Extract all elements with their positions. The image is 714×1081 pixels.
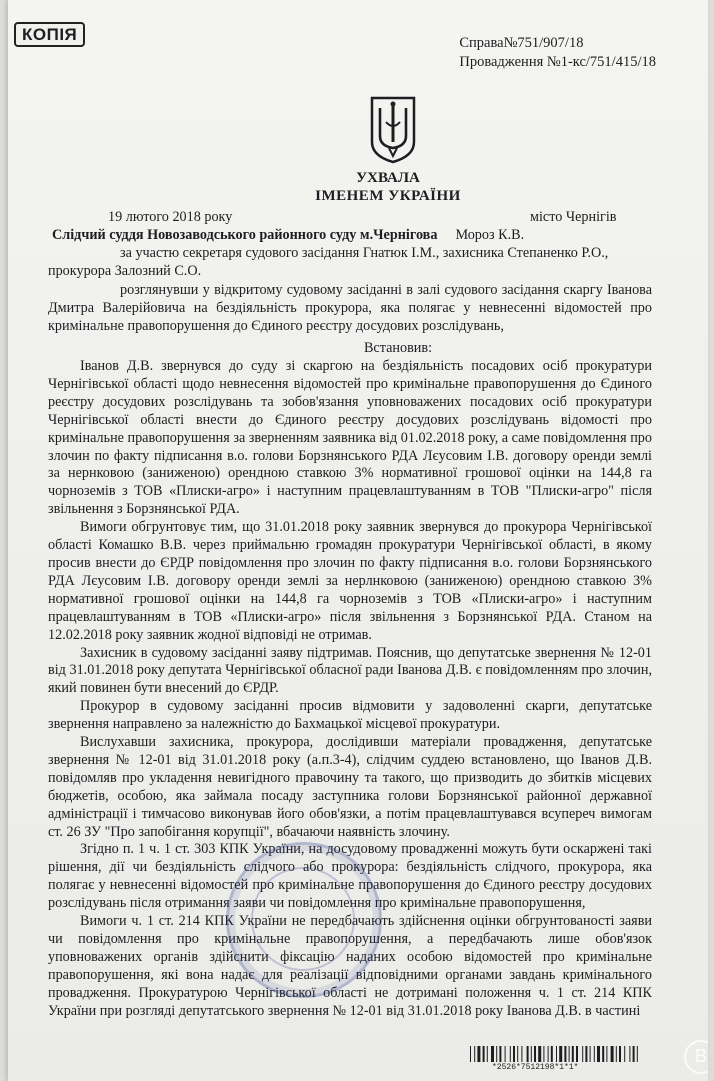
barcode-number: *2526*7512198*1*1*: [492, 1063, 579, 1072]
copy-stamp: КОПІЯ: [14, 22, 85, 47]
paragraph: Іванов Д.В. звернувся до суду зі скаргою на бездіяльність посадових осіб прокуратури Чернігівської області щодо невнесення відомостей про кримінальне правопорушення до Єдиного реєстру досудових розслідувань та зобов'язання уповноважених посадових осіб прокуратури Чернігівської області внести до Єдиного реєстру досудових розслідувань відомості про кримінальне правопорушення за зверненням заявника від 01.02.2018 року, а саме повідомлення про злочин по факту підписання в.о. голови Борзнянського РДА Лєусовим І.В. договору оренди землі за нернковою (заниженою) орендною ставкою 3% нормативної грошової оцінки на 144,8 га чорноземів з ТОВ «Плиски-агро» і наступним працевлаштуванням в ТОВ "Плиски-агро" після звільнення з Борзнянської РДА.: [48, 358, 652, 518]
paragraph: Вимоги ч. 1 ст. 214 КПК України не передбачають здійснення оцінки обгрунтованості заяви чи повідомлення про кримінальне правопорушення, а передбачають лише обов'язок уповноважених органів здійснити фіксацію наданих особою відомостей про кримінальне правопорушення, які вона надає для реалізації відповідними органами завдань кримінального провадження. Прокуратурою Чернігівської області не дотримані положення ч. 1 ст. 214 КПК України при розгляді депутатського звернення № 12-01 від 31.01.2018 року Іванова Д.В. в частині: [48, 913, 652, 1019]
ruling-body: [48, 358, 652, 1021]
in-name-of-ukraine-heading: ІМЕНЕМ УКРАЇНИ: [315, 188, 461, 204]
judge-title: Слідчий суддя Новозаводського районного суду м.Чернігова: [52, 227, 438, 243]
paragraph: Захисник в судовому засіданні заяву підтримав. Пояснив, що депутатське звернення № 12-01 від 31.01.2018 року депутата Чернігівської обласної ради Іванова Д.В. є повідомленням про злочин, який повинен бути внесений до ЄРДР.: [48, 644, 652, 697]
ruling-date: 19 лютого 2018 року: [108, 209, 233, 225]
ruling-city: місто Чернігів: [530, 209, 617, 225]
case-numbers: [459, 34, 656, 72]
established-heading: Встановив:: [363, 340, 433, 356]
watermark-logo-icon: В: [684, 1040, 708, 1074]
intro-paragraph: розглянувши у відкритому судовому засіданні в залі судового засідання скаргу Іванова Дмитра Валерійовича на бездіяльність прокурора, яка полягає у невнесенні відомостей про кримінальне правопорушення до Єдиного реєстру досудових розслідувань,: [48, 282, 652, 334]
paragraph: Згідно п. 1 ч. 1 ст. 303 КПК України, на досудовому провадженні можуть бути оскаржені такі рішення, дії чи бездіяльність слідчого або прокурора: бездіяльність слідчого, прокурора, яка полягає у невнесенні відомостей про кримінальне правопорушення до Єдиного реєстру досудових розслідувань після отримання заяви чи повідомлення про кримінальне правопорушення,: [48, 841, 652, 912]
participants-line-1: за участю секретаря судового засідання Гнатюк І.М., захисника Степаненко Р.О.,: [120, 245, 609, 261]
participants: [48, 244, 648, 280]
document-type-heading: УХВАЛА: [356, 170, 420, 186]
proceeding-number: Провадження №1-кс/751/415/18: [459, 54, 656, 70]
participants-line-2: прокурора Залозний С.О.: [48, 263, 202, 279]
judge-name: Мороз К.В.: [455, 227, 525, 243]
judge-line: [52, 226, 652, 244]
trident-emblem-icon: [368, 94, 418, 164]
paragraph: Вимоги обгрунтовує тим, що 31.01.2018 року заявник звернувся до прокурора Чернігівської області Комашко В.В. через приймальню громадян прокуратури Чернігівської області, в якому просив внести до ЄРДР повідомлення про злочин по факту підписання в.о. голови Борзнянського РДА Лєусовим І.В. договору оренди землі за нерлнковою (заниженою) орендною ставкою 3% нормативної грошової оцінки на 144,8 га чорноземів з ТОВ «Плиски-агро» і наступним працевлаштуванням в ТОВ «Плиски-агро» після звільнення з Борзнянської РДА. Станом на 12.02.2018 року заявник жодної відповіді не отримав.: [48, 519, 652, 643]
document-page: [8, 0, 708, 1081]
paragraph: Прокурор в судовому засіданні просив відмовити у задоволенні скарги, депутатське звернення направлено за належністю до Бахмацької місцевої прокуратури.: [48, 698, 652, 733]
case-number: Справа№751/907/18: [459, 35, 584, 51]
paragraph: Вислухавши захисника, прокурора, дослідивши матеріали провадження, депутатське звернення № 12-01 від 31.01.2018 року (а.п.3-4), слідчим суддею встановлено, що Іванов Д.В. повідомляв про укладення невигідного правочину та такого, що призводить до збитків місцевих бюджетів, особою, яка займала посаду заступника голови Борзнянської районної державної адміністрації і тимчасово виконував його обов'язки, а потім працевлаштувався всупереч вимогам ст. 26 ЗУ "Про запобігання корупції", вбачаючи наявність злочину.: [48, 734, 652, 840]
